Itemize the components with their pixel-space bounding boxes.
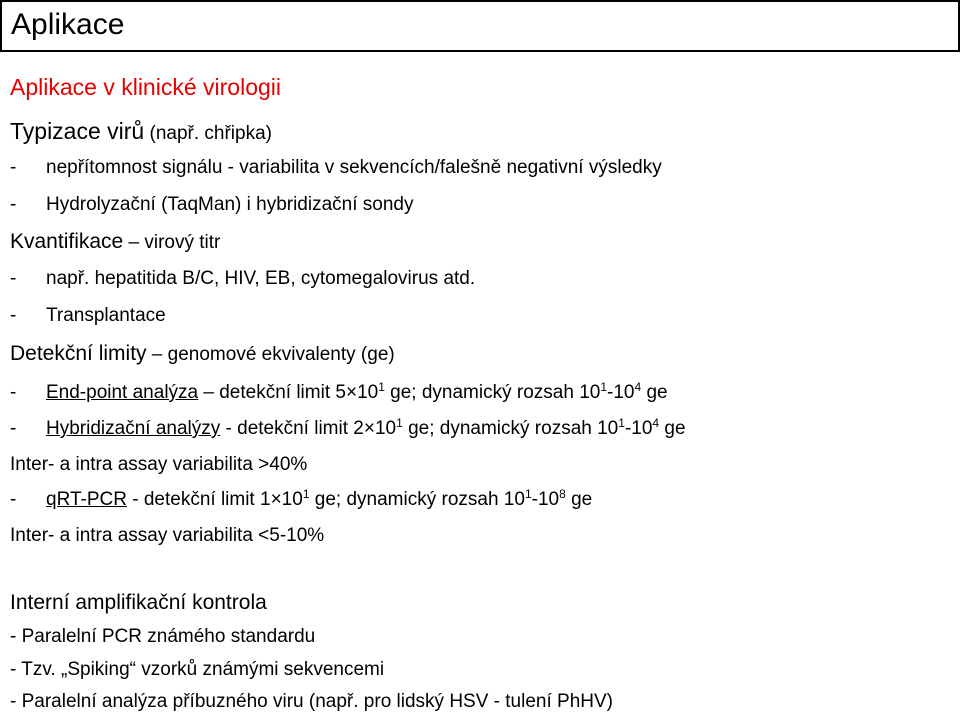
detekcni-line [10, 341, 395, 369]
hybrid-link[interactable]: Hybridizační analýzy [46, 418, 221, 439]
control-item: - Paralelní PCR známého standardu [10, 626, 316, 647]
typizace-head: Typizace virů [10, 118, 145, 144]
variability-line: Inter- a intra assay variabilita >40% [10, 454, 308, 475]
endpoint-line: - End-point analýza – detekční limit $5\times 10^1$ ge; dynamický rozsah $10^1-10^4$ ge [10, 380, 668, 403]
section-heading-clinical: Aplikace v klinické virologii [10, 74, 281, 100]
slide-title: Aplikace [11, 8, 125, 41]
bullet-item: - např. hepatitida B/C, HIV, EB, cytomegalovirus atd. [10, 268, 476, 289]
endpoint-link[interactable]: End-point analýza [46, 382, 199, 403]
control-item: - Tzv. „Spiking“ vzorků známými sekvencemi [10, 659, 385, 680]
section-heading-control: Interní amplifikační kontrola [10, 591, 267, 614]
times-sign: × [270, 489, 282, 510]
detekcni-tail: – genomové ekvivalenty (ge) [146, 344, 395, 365]
times-sign: × [345, 382, 358, 403]
kvant-head: Kvantifikace [10, 230, 124, 253]
kvant-tail: – virový titr [123, 232, 221, 253]
bullet-text: Hydrolyzační (TaqMan) i hybridizační sondy [46, 194, 414, 215]
hybrid-line: - Hybridizační analýzy - detekční limit $2\times 10^1$ ge; dynamický rozsah $10^1-10^4$ ge [10, 416, 686, 439]
typizace-line [10, 118, 272, 148]
typizace-tail: (např. chřipka) [144, 123, 272, 144]
qrt-link[interactable]: qRT-PCR [46, 489, 127, 510]
control-item: - Paralelní analýza příbuzného viru (např. pro lidský HSV - tulení PhHV) [10, 691, 613, 712]
bullet-item: - nepřítomnost signálu - variabilita v sekvencích/falešně negativní výsledky [10, 157, 662, 178]
bullet-text: nepřítomnost signálu - variabilita v sekvencích/falešně negativní výsledky [46, 157, 662, 178]
kvantifikace-line [10, 229, 220, 257]
bullet-item: - Transplantace [10, 305, 166, 326]
qrt-line: - qRT-PCR - detekční limit $1\times 10^1$ ge; dynamický rozsah $10^1-10^8$ ge [10, 487, 593, 510]
variability-line: Inter- a intra assay variabilita <5-10% [10, 525, 325, 546]
detekcni-head: Detekční limity [10, 342, 147, 365]
title-box [0, 0, 960, 52]
bullet-text: Transplantace [46, 305, 166, 326]
times-sign: × [363, 418, 375, 439]
bullet-text: např. hepatitida B/C, HIV, EB, cytomegalovirus atd. [46, 268, 476, 289]
bullet-item: - Hydrolyzační (TaqMan) i hybridizační sondy [10, 194, 414, 215]
